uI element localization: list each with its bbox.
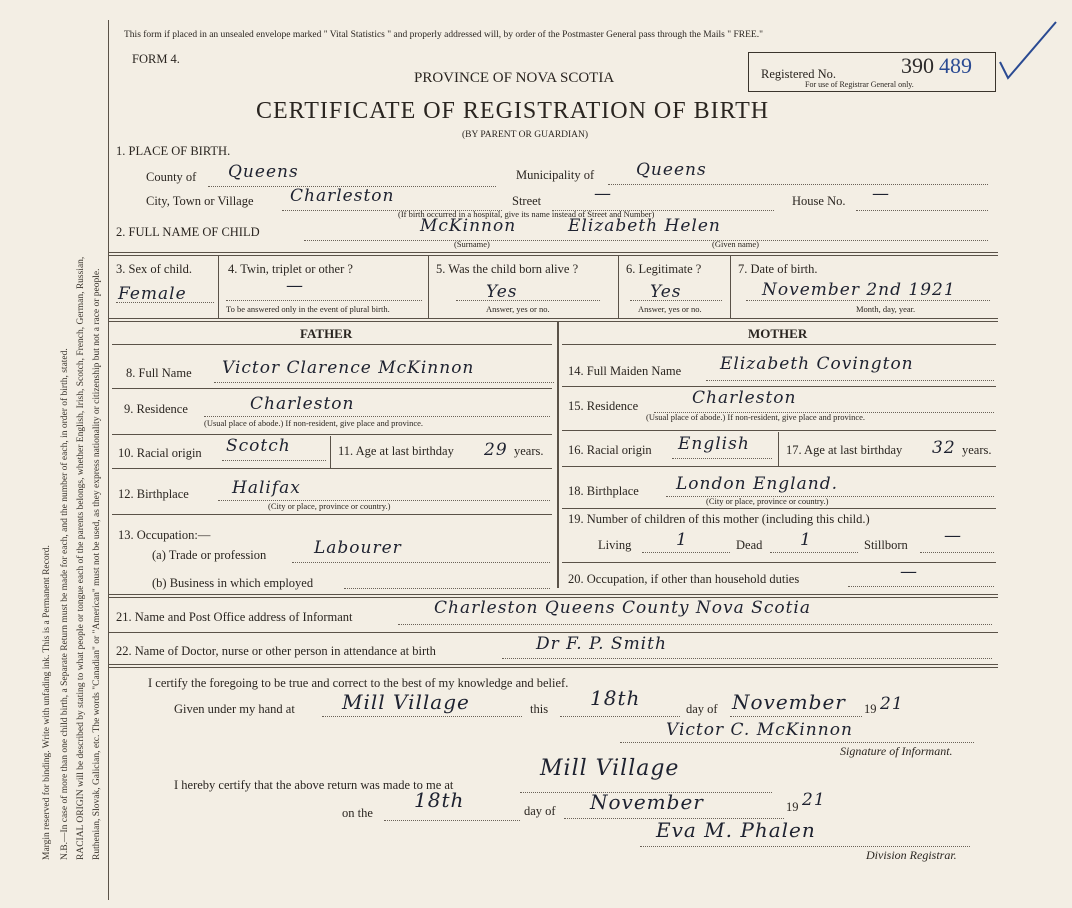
twin-label: 4. Twin, triplet or other ? (228, 262, 353, 276)
margin-line-1: Margin reserved for binding. Write with unfading ink. This is a Permanent Record. (42, 545, 52, 860)
trade-underline (292, 562, 550, 563)
mother-heading-rule (562, 344, 996, 345)
month-underline (730, 716, 862, 717)
date-label: 7. Date of birth. (738, 262, 818, 276)
father-name-underline (214, 382, 554, 383)
margin-line-2: N.B.—In case of more than one child birth, a Separate Return must be made for each, and the number of each, in order of birth, stated. (60, 348, 70, 860)
sex-value: Female (118, 284, 187, 304)
father-residence-underline (204, 416, 550, 417)
mail-notice: This form if placed in an unsealed envelope marked " Vital Statistics " and properly addressed will, by order of the Postmaster General pass through the Mails " FREE." (124, 30, 763, 40)
margin-rule (108, 20, 109, 900)
child-name-underline (304, 240, 988, 241)
row-rule-top (108, 252, 998, 256)
mother-age-label: 17. Age at last birthday (786, 443, 903, 457)
house-label: House No. (792, 194, 846, 208)
city-label: City, Town or Village (146, 194, 254, 208)
col-divider (730, 256, 731, 318)
registrar-day-value: 18th (414, 788, 465, 812)
certify-year-prefix: 19 (864, 702, 877, 716)
alive-value: Yes (486, 282, 518, 302)
certificate-title: CERTIFICATE OF REGISTRATION OF BIRTH (256, 98, 770, 124)
mother-name-underline (706, 380, 994, 381)
father-birthplace-note: (City or place, province or country.) (268, 501, 391, 511)
father-age-unit: years. (514, 444, 544, 458)
municipality-value: Queens (636, 160, 707, 180)
mother-race-divider (778, 432, 779, 466)
father-name-label: 8. Full Name (126, 366, 192, 380)
mother-age-value: 32 (932, 438, 956, 458)
certify-month-value: November (732, 690, 846, 714)
father-race-label: 10. Racial origin (118, 446, 202, 460)
mother-occupation-label: 20. Occupation, if other than household duties (568, 572, 800, 586)
twin-underline (226, 300, 422, 301)
mother-residence-note: (Usual place of abode.) If non-resident, give place and province. (646, 412, 866, 422)
stillborn-value: — (944, 526, 962, 546)
dead-label: Dead (736, 538, 763, 552)
child-surname: McKinnon (420, 216, 517, 236)
living-value: 1 (676, 530, 688, 550)
mother-row-rule (562, 508, 996, 509)
this-label: this (530, 702, 549, 716)
business-label: (b) Business in which employed (152, 576, 314, 590)
father-birthplace-value: Halifax (232, 478, 301, 498)
mother-row-rule (562, 430, 996, 431)
registered-suffix: 489 (939, 53, 972, 78)
trade-value: Labourer (314, 538, 402, 558)
doctor-underline (502, 658, 992, 659)
father-heading-rule (112, 344, 552, 345)
registrar-month-value: November (590, 790, 704, 814)
legit-label: 6. Legitimate ? (626, 262, 702, 276)
dead-underline (770, 552, 858, 553)
mother-race-value: English (678, 434, 750, 454)
father-residence-note: (Usual place of abode.) If non-resident, give place and province. (204, 418, 424, 428)
municipality-underline (608, 184, 988, 185)
mother-heading: MOTHER (748, 326, 808, 341)
mother-birthplace-label: 18. Birthplace (568, 484, 639, 498)
father-race-underline (222, 460, 326, 461)
father-age-value: 29 (484, 440, 508, 460)
father-age-label: 11. Age at last birthday (338, 444, 454, 458)
informant-signature: Victor C. McKinnon (666, 720, 853, 740)
certify-day-value: 18th (590, 686, 641, 710)
mother-birthplace-note: (City or place, province or country.) (706, 496, 829, 506)
stillborn-underline (920, 552, 994, 553)
twin-note: To be answered only in the event of plural birth. (226, 304, 390, 314)
province-heading: PROVINCE OF NOVA SCOTIA (414, 70, 615, 86)
alive-underline (456, 300, 600, 301)
mother-age-unit: years. (962, 443, 992, 457)
registrar-day-of-label: day of (524, 804, 556, 818)
date-value: November 2nd 1921 (762, 280, 956, 300)
col-divider (428, 256, 429, 318)
registrar-statement: I hereby certify that the above return was made to me at (174, 778, 454, 792)
father-row-rule (112, 434, 552, 435)
city-value: Charleston (290, 186, 395, 206)
parents-divider (557, 322, 559, 588)
mother-occupation-underline (848, 586, 994, 587)
on-the-label: on the (342, 806, 373, 820)
col-divider (218, 256, 219, 318)
living-label: Living (598, 538, 632, 552)
father-heading: FATHER (300, 326, 353, 341)
hospital-note: (If birth occurred in a hospital, give its name instead of Street and Number) (398, 209, 655, 219)
certificate-subtitle: (BY PARENT OR GUARDIAN) (462, 130, 589, 140)
registered-prefix: 390 (901, 53, 934, 78)
registrar-signature-label: Division Registrar. (866, 848, 957, 862)
given-place-value: Mill Village (342, 690, 470, 714)
sex-label: 3. Sex of child. (116, 262, 193, 276)
alive-note: Answer, yes or no. (486, 304, 550, 314)
alive-label: 5. Was the child born alive ? (436, 262, 579, 276)
dead-value: 1 (800, 530, 812, 550)
father-row-rule (112, 514, 552, 515)
informant-underline (398, 624, 992, 625)
date-underline (746, 300, 990, 301)
registered-label: Registered No. (761, 67, 836, 81)
mother-row-rule (562, 562, 996, 563)
child-name-label: 2. FULL NAME OF CHILD (116, 225, 260, 239)
check-mark (996, 18, 1060, 82)
registration-box (748, 52, 996, 92)
house-underline (856, 210, 988, 211)
father-row-rule (112, 468, 552, 469)
registrar-year-value: 21 (802, 790, 826, 810)
col-divider (618, 256, 619, 318)
child-given-name: Elizabeth Helen (568, 216, 721, 236)
mother-row-rule (562, 386, 996, 387)
living-underline (642, 552, 730, 553)
mother-occupation-value: — (900, 562, 918, 582)
informant-value: Charleston Queens County Nova Scotia (434, 598, 811, 618)
mother-name-label: 14. Full Maiden Name (568, 364, 682, 378)
margin-line-3: RACIAL ORIGIN will be described by stating to what people or tongue each of the parents belongs, whether English, Irish, Scotch, French, German, Russian, (76, 256, 86, 860)
legit-note: Answer, yes or no. (638, 304, 702, 314)
mother-residence-value: Charleston (692, 388, 797, 408)
informant-rule (108, 632, 998, 633)
certify-rule-top (108, 664, 998, 668)
father-name-value: Victor Clarence McKinnon (222, 358, 475, 378)
father-residence-label: 9. Residence (124, 402, 188, 416)
mother-birthplace-value: London England. (676, 474, 838, 494)
mother-name-value: Elizabeth Covington (720, 354, 914, 374)
informant-signature-label: Signature of Informant. (840, 744, 953, 758)
municipality-label: Municipality of (516, 168, 595, 182)
binding-margin (4, 0, 108, 908)
certify-day-of-label: day of (686, 702, 718, 716)
registrar-signature-underline (640, 846, 970, 847)
trade-label: (a) Trade or profession (152, 548, 267, 562)
date-note: Month, day, year. (856, 304, 916, 314)
father-occupation-label: 13. Occupation:— (118, 528, 211, 542)
place-heading: 1. PLACE OF BIRTH. (116, 144, 231, 158)
informant-label: 21. Name and Post Office address of Informant (116, 610, 353, 624)
given-place-underline (322, 716, 522, 717)
informant-signature-underline (620, 742, 974, 743)
stillborn-label: Stillborn (864, 538, 908, 552)
twin-value: — (286, 276, 304, 296)
given-label: Given under my hand at (174, 702, 295, 716)
margin-line-4: Ruthenian, Slovak, Galician, etc. The words "Canadian" or "American" must not be used, as they express nationality or citizenship but not a race or people. (92, 268, 102, 860)
father-residence-value: Charleston (250, 394, 355, 414)
parents-rule-top (108, 318, 998, 322)
children-label: 19. Number of children of this mother (including this child.) (568, 512, 870, 526)
father-row-rule (112, 388, 552, 389)
registrar-year-prefix: 19 (786, 800, 799, 814)
business-underline (344, 588, 550, 589)
county-label: County of (146, 170, 197, 184)
given-note: (Given name) (712, 239, 759, 249)
father-race-divider (330, 436, 331, 468)
certify-statement: I certify the foregoing to be true and correct to the best of my knowledge and belief. (148, 676, 569, 690)
mother-race-label: 16. Racial origin (568, 443, 652, 457)
father-race-value: Scotch (226, 436, 291, 456)
street-value: — (594, 184, 612, 204)
registrar-place-value: Mill Village (540, 756, 680, 781)
doctor-value: Dr F. P. Smith (536, 634, 667, 654)
certify-year-value: 21 (880, 694, 904, 714)
mother-row-rule (562, 466, 996, 467)
registrar-day-underline (384, 820, 520, 821)
form-number: FORM 4. (132, 52, 180, 66)
mother-race-underline (672, 458, 772, 459)
father-birthplace-label: 12. Birthplace (118, 487, 189, 501)
surname-note: (Surname) (454, 239, 490, 249)
street-label: Street (512, 194, 542, 208)
sex-underline (116, 302, 214, 303)
house-value: — (872, 184, 890, 204)
registrar-signature: Eva M. Phalen (656, 818, 816, 842)
county-value: Queens (228, 162, 299, 182)
doctor-label: 22. Name of Doctor, nurse or other person in attendance at birth (116, 644, 436, 658)
day-underline (560, 716, 680, 717)
registered-note: For use of Registrar General only. (805, 80, 914, 89)
legit-value: Yes (650, 282, 682, 302)
legit-underline (630, 300, 722, 301)
mother-residence-label: 15. Residence (568, 399, 639, 413)
